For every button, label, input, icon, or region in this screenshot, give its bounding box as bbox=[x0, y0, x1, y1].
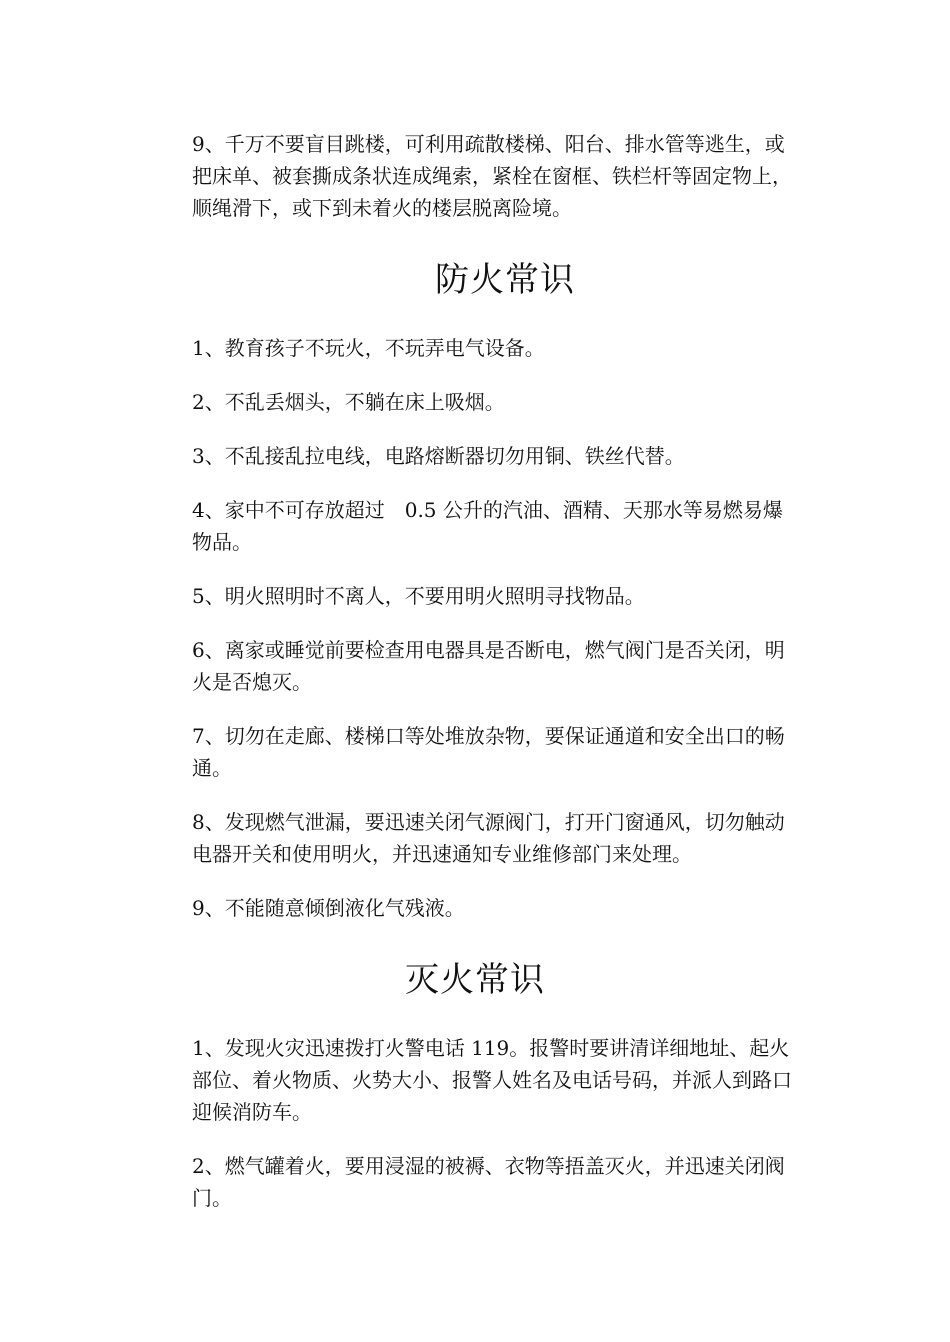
fire-prevention-heading: 防火常识 bbox=[435, 260, 575, 300]
fire-prevention-list bbox=[192, 332, 792, 924]
prevention-item-7: 7、切勿在走廊、楼梯口等处堆放杂物，要保证通道和安全出口的畅通。 bbox=[192, 724, 785, 780]
prevention-item-4: 4、家中不可存放超过 0.5 公升的汽油、酒精、天那水等易燃易爆物品。 bbox=[192, 498, 783, 554]
escape-item-9: 9、千万不要盲目跳楼，可利用疏散楼梯、阳台、排水管等逃生，或把床单、被套撕成条状连成绳索，紧栓在窗框、铁栏杆等固定物上，顺绳滑下，或下到未着火的楼层脱离险境。 bbox=[192, 132, 792, 220]
fighting-item-2: 2、燃气罐着火，要用浸湿的被褥、衣物等捂盖灭火，并迅速关闭阀门。 bbox=[192, 1154, 785, 1210]
prevention-item-1: 1、教育孩子不玩火，不玩弄电气设备。 bbox=[192, 336, 545, 360]
document-page bbox=[192, 128, 792, 1214]
fire-fighting-list bbox=[192, 1032, 792, 1214]
fighting-item-1: 1、发现火灾迅速拨打火警电话 119。报警时要讲清详细地址、起火部位、着火物质、火势大小、报警人姓名及电话号码，并派人到路口迎候消防车。 bbox=[192, 1036, 792, 1124]
prevention-item-6: 6、离家或睡觉前要检查用电器具是否断电，燃气阀门是否关闭，明火是否熄灭。 bbox=[192, 638, 785, 694]
fire-fighting-heading: 灭火常识 bbox=[405, 960, 545, 1000]
prevention-item-2: 2、不乱丢烟头，不躺在床上吸烟。 bbox=[192, 390, 505, 414]
prevention-item-8: 8、发现燃气泄漏，要迅速关闭气源阀门，打开门窗通风，切勿触动电器开关和使用明火，并迅速通知专业维修部门来处理。 bbox=[192, 810, 785, 866]
prevention-item-9: 9、不能随意倾倒液化气残液。 bbox=[192, 896, 465, 920]
prevention-item-3: 3、不乱接乱拉电线，电路熔断器切勿用铜、铁丝代替。 bbox=[192, 444, 685, 468]
prevention-item-5: 5、明火照明时不离人，不要用明火照明寻找物品。 bbox=[192, 584, 645, 608]
